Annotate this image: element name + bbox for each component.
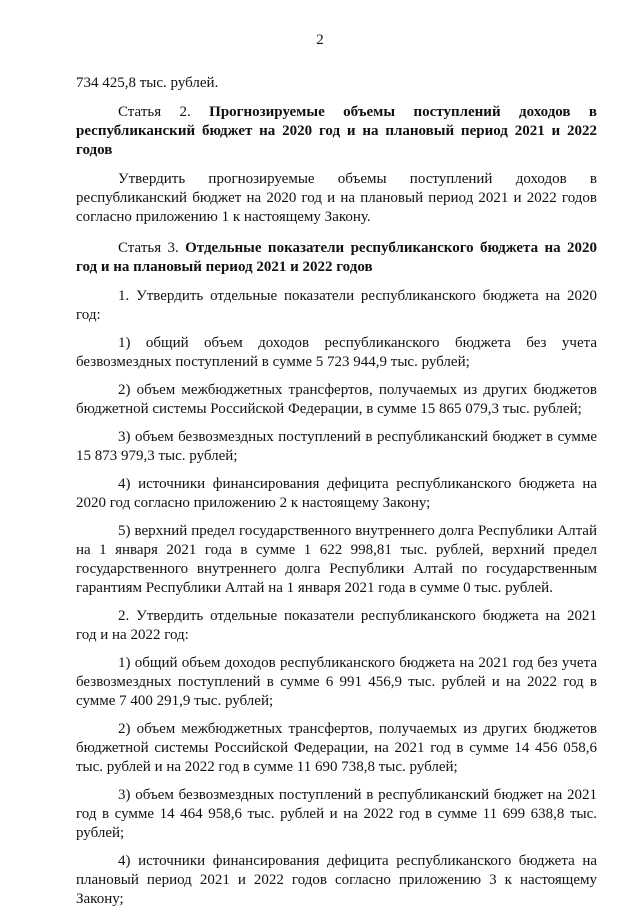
paragraph-2021-2022-item-3: 3) объем безвозмездных поступлений в республиканский бюджет на 2021 год в сумме 14 464 958,6 тыс. рублей и на 2022 год в сумме 11 699 638,8 тыс. рублей; <box>76 787 597 841</box>
article-2-heading <box>76 103 597 160</box>
paragraph-2020-item-3: 3) объем безвозмездных поступлений в республиканский бюджет в сумме 15 873 979,3 тыс. рублей; <box>76 429 597 464</box>
paragraph-2020-item-1: 1) общий объем доходов республиканского бюджета без учета безвозмездных поступлений в сумме 5 723 944,9 тыс. рублей; <box>76 335 597 370</box>
page-number: 2 <box>316 32 324 48</box>
paragraph-2021-2022-item-1: 1) общий объем доходов республиканского бюджета на 2021 год без учета безвозмездных поступлений в сумме 6 991 456,9 тыс. рублей и на 2022 год в сумме 7 400 291,9 тыс. рублей; <box>76 655 597 709</box>
paragraph-2021-2022-intro: 2. Утвердить отдельные показатели республиканского бюджета на 2021 год и на 2022 год: <box>76 608 597 643</box>
article-3-title: Отдельные показатели республиканского бюджета на 2020 год и на плановый период 2021 и 2022 годов <box>76 240 597 275</box>
paragraph-2021-2022-item-4: 4) источники финансирования дефицита республиканского бюджета на плановый период 2021 и 2022 годов согласно приложению 3 к настоящему Закону; <box>76 853 597 907</box>
paragraph-2021-2022-item-2: 2) объем межбюджетных трансфертов, получаемых из других бюджетов бюджетной системы Российской Федерации, на 2021 год в сумме 14 456 058,6 тыс. рублей и на 2022 год в сумме 11 690 738,8 тыс. рублей; <box>76 721 597 775</box>
article-3-label: Статья 3. <box>118 240 179 256</box>
paragraph-article-2-text: Утвердить прогнозируемые объемы поступлений доходов в республиканский бюджет на 2020 год и на плановый период 2021 и 2022 годов согласно приложению 1 к настоящему Закону. <box>76 171 597 225</box>
paragraph-2020-item-5: 5) верхний предел государственного внутреннего долга Республики Алтай на 1 января 2021 года в сумме 1 622 998,81 тыс. рублей, верхний предел государственного внутреннего долга Республики Алтай по государственным гарантиям Республики Алтай на 1 января 2021 года в сумме 0 тыс. рублей. <box>76 523 597 596</box>
paragraph-2020-item-4: 4) источники финансирования дефицита республиканского бюджета на 2020 год согласно приложению 2 к настоящему Закону; <box>76 476 597 511</box>
article-3-heading <box>76 239 597 277</box>
article-2-title: Прогнозируемые объемы поступлений доходов в республиканский бюджет на 2020 год и на плановый период 2021 и 2022 годов <box>76 104 598 158</box>
article-2-label: Статья 2. <box>118 104 191 120</box>
paragraph-2020-item-2: 2) объем межбюджетных трансфертов, получаемых из других бюджетов бюджетной системы Российской Федерации, в сумме 15 865 079,3 тыс. рублей; <box>76 382 597 417</box>
paragraph-2020-intro: 1. Утвердить отдельные показатели республиканского бюджета на 2020 год: <box>76 288 597 323</box>
paragraph-amount-continuation: 734 425,8 тыс. рублей. <box>76 75 219 91</box>
document-body <box>76 74 597 918</box>
